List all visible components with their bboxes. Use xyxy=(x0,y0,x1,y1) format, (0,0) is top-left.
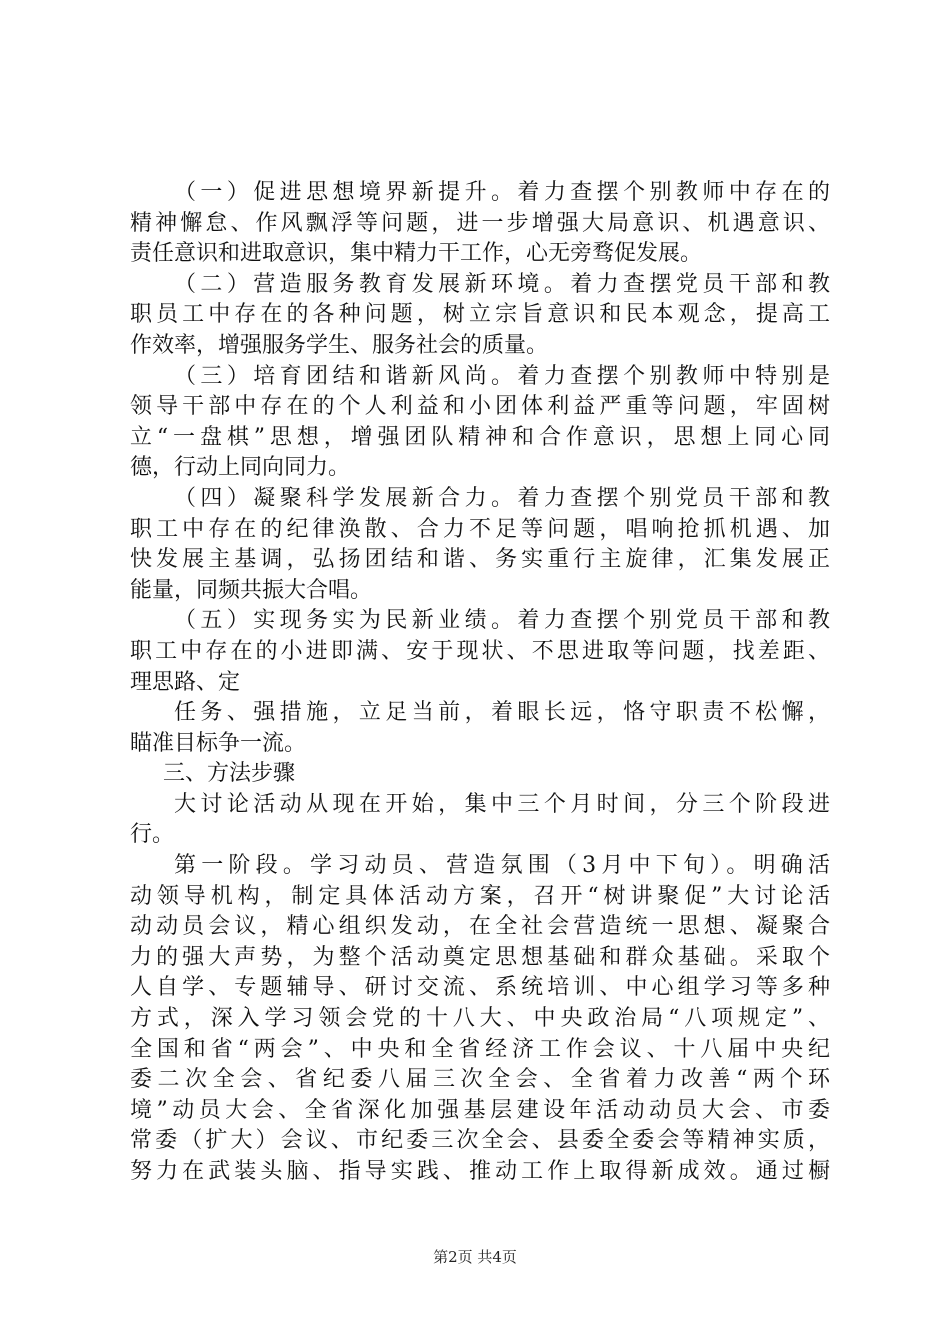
text-line: 方式，深入学习领会党的十八大、中央政治局“八项规定”、 xyxy=(130,1006,830,1032)
text-line: 职工中存在的小进即满、安于现状、不思进取等问题，找差距、 xyxy=(130,638,830,664)
text-line: 任务、强措施，立足当前，着眼长远，恪守职责不松懈， xyxy=(174,700,830,726)
text-line: 快发展主基调，弘扬团结和谐、务实重行主旋律，汇集发展正 xyxy=(130,547,830,573)
text-line: 能量，同频共振大合唱。 xyxy=(130,577,373,603)
text-line: 大讨论活动从现在开始，集中三个月时间，分三个阶段进 xyxy=(174,791,830,817)
text-line: 精神懈怠、作风飘浮等问题，进一步增强大局意识、机遇意识、 xyxy=(130,210,830,236)
text-line: 第一阶段。学习动员、营造氛围（3月中下旬）。明确活 xyxy=(174,853,830,879)
text-line: 行。 xyxy=(130,822,175,848)
text-line: 动领导机构，制定具体活动方案，召开“树讲聚促”大讨论活 xyxy=(130,883,830,909)
page-footer: 第2页 共4页 xyxy=(433,1248,517,1266)
text-line: （一）促进思想境界新提升。着力查摆个别教师中存在的 xyxy=(174,180,830,205)
text-line: 瞄准目标争一流。 xyxy=(130,730,307,756)
text-line: 境”动员大会、全省深化加强基层建设年活动动员大会、市委 xyxy=(130,1097,830,1123)
text-line: 责任意识和进取意识，集中精力干工作，心无旁骛促发展。 xyxy=(130,241,703,267)
text-line: 全国和省“两会”、中央和全省经济工作会议、十八届中央纪 xyxy=(130,1036,830,1062)
text-line: 委二次全会、省纪委八届三次全会、全省着力改善“两个环 xyxy=(130,1067,830,1093)
text-line: （四）凝聚科学发展新合力。着力查摆个别党员干部和教 xyxy=(174,485,830,511)
text-line: （二）营造服务教育发展新环境。着力查摆党员干部和教 xyxy=(174,271,830,297)
text-line: 人自学、专题辅导、研讨交流、系统培训、中心组学习等多种 xyxy=(130,975,830,1001)
text-line: 三、方法步骤 xyxy=(163,761,296,787)
document-body xyxy=(130,178,830,1188)
text-line: （五）实现务实为民新业绩。着力查摆个别党员干部和教 xyxy=(174,608,830,634)
text-line: 职员工中存在的各种问题，树立宗旨意识和民本观念，提高工 xyxy=(130,302,830,328)
text-line: 立“一盘棋”思想，增强团队精神和合作意识，思想上同心同 xyxy=(130,424,830,450)
text-line: 努力在武装头脑、指导实践、推动工作上取得新成效。通过橱 xyxy=(130,1159,830,1184)
text-line: 动动员会议，精心组织发动，在全社会营造统一思想、凝聚合 xyxy=(130,914,830,940)
text-line: 理思路、定 xyxy=(130,669,241,695)
text-line: 领导干部中存在的个人利益和小团体利益严重等问题，牢固树 xyxy=(130,394,830,420)
text-line: 作效率，增强服务学生、服务社会的质量。 xyxy=(130,332,549,358)
text-line: 力的强大声势，为整个活动奠定思想基础和群众基础。采取个 xyxy=(130,944,830,970)
text-line: 常委（扩大）会议、市纪委三次全会、县委全委会等精神实质， xyxy=(130,1128,830,1154)
text-line: 德，行动上同向同力。 xyxy=(130,455,351,481)
text-line: 职工中存在的纪律涣散、合力不足等问题，唱响抢抓机遇、加 xyxy=(130,516,830,542)
text-line: （三）培育团结和谐新风尚。着力查摆个别教师中特别是 xyxy=(174,363,830,389)
